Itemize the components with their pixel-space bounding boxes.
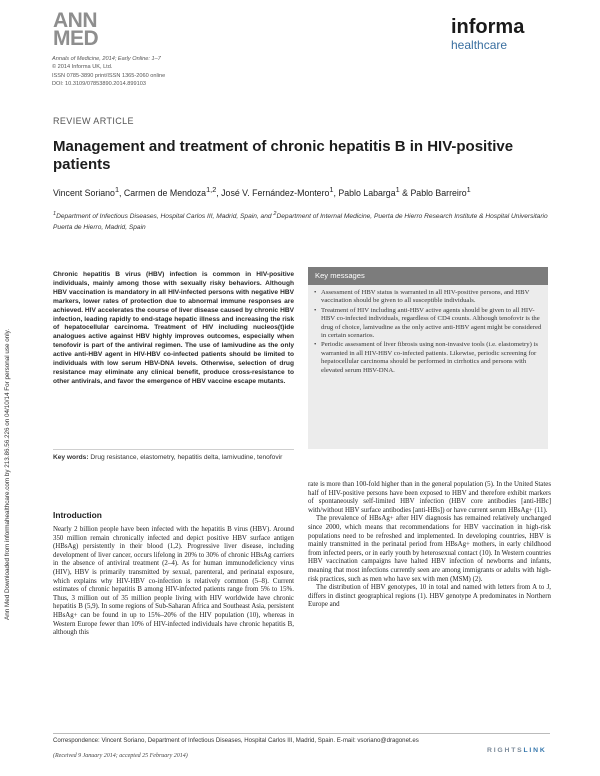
rightslink-part2: LINK (523, 747, 547, 754)
author: Pablo Barreiro$^1$ (410, 185, 471, 198)
intro-paragraph-1: Nearly 2 billion people have been infected with the hepatitis B virus (HBV). Around 350 million remain chronically infected and depict positive HBV surface antigen (HBsAg) persistently in their blood (1,2). Progressive liver disease, including development of liver cancer, occurs lifelong in 20% to 30% of chronic HBsAg carriers in the absence of antiviral treatment (2–4). As for human immunodeficiency virus (HIV), HBV is primarily transmitted by sexual, parenteral, and perinatal exposure, which explains why HIV-HBV co-infection is relatively common (5–8). Current estimates of chronic hepatitis B among HIV-infected patients range from 5% to 15%. Thus, 3 million out of 35 million people living with HIV worldwide have chronic hepatitis B (5,9). In some regions of Sub-Saharan Africa and Southeast Asia, persistent HBsAg+ can be found in up to 15%–20% of the HIV population (10), whereas in Western Europe fewer than 10% of HIV-infected individuals have chronic hepatitis B, although this (53, 526, 294, 637)
body-column-right (308, 481, 551, 610)
correspondence: Correspondence: Vincent Soriano, Department of Infectious Diseases, Hospital Carlos III, Madrid, Spain. E-mail: vsoriano@dragonet.es (53, 737, 419, 744)
download-note-text: Ann Med Downloaded from informahealthcare.com by 213.86.56.226 on 04/10/14 For personal use only. (4, 328, 11, 620)
keywords-label: Key words: (53, 454, 89, 461)
article-title: Management and treatment of chronic hepatitis B in HIV-positive patients (53, 138, 514, 173)
key-messages-list (314, 289, 542, 376)
publisher-name: informa (451, 16, 525, 38)
journal-issn: ISSN 0785-3890 print/ISSN 1365-2060 online (52, 72, 166, 79)
download-note (0, 250, 24, 620)
publisher-logo (451, 17, 561, 52)
keywords (53, 453, 294, 462)
journal-doi: DOI: 10.3109/07853890.2014.899103 (52, 80, 146, 87)
journal-citation: Annals of Medicine, 2014; Early Online: 1–7 (52, 56, 161, 62)
journal-copyright: © 2014 Informa UK, Ltd. (52, 64, 113, 71)
publisher-sub: healthcare (451, 38, 508, 52)
journal-logo-line1: ANN (53, 9, 97, 32)
section-heading-introduction: Introduction (53, 510, 102, 520)
affiliations: $^1$Department of Infectious Diseases, Hospital Carlos III, Madrid, Spain, and $^2$Department of Internal Medicine, Puerta de Hierro Research Institute & Hospital Universitario Puerta de Hierro, Madrid, Spain (53, 211, 548, 232)
body-column-left (53, 510, 294, 638)
key-message-item: • Assessment of HBV status is warranted in all HIV-positive persons, and HBV vaccination should be given to all susceptible individuals. (314, 289, 542, 306)
intro-paragraph-4: The distribution of HBV genotypes, 10 in total and named with letters from A to J, differs in distinct geographical regions (1). HBV genotype A predominates in Northern Europe and (308, 584, 551, 609)
journal-logo-line2: MED (53, 27, 99, 51)
keywords-divider (53, 449, 294, 450)
key-messages-box (308, 267, 548, 449)
author: José V. Fernández-Montero$^1$, (221, 185, 339, 198)
key-messages-heading: Key messages (308, 267, 548, 285)
author: Vincent Soriano$^1$, (53, 185, 124, 198)
journal-logo (53, 9, 99, 51)
keywords-text: Drug resistance, elastometry, hepatitis delta, lamivudine, tenofovir (88, 454, 283, 461)
rightslink-part1: RIGHTS (487, 747, 524, 754)
key-message-item: • Treatment of HIV including anti-HBV active agents should be given to all HIV-HBV co-infected individuals, regardless of CD4 counts. Although tenofovir is the drug of choice, lamivudine as the only active anti-HBV agent might be considered in certain scenarios. (314, 307, 542, 341)
author-list (53, 185, 573, 198)
author: Carmen de Mendoza$^{1,2}$, (123, 185, 222, 198)
intro-paragraph-3: The prevalence of HBsAg+ after HIV diagnosis has remained relatively unchanged since 2000, which means that recommendations for HBV vaccination in high-risk populations need to be refreshed and implemented. In developing countries, HBV is mainly transmitted in the perinatal period from HBsAg+ mothers, in early childhood from infected peers, or in early youth by heterosexual contact (10). In Western countries HBV vaccination campaigns have halted HBV infection of newborns and infants, meaning that most infections currently seen are among immigrants or adults with high-risk practices, such as men who have sex with men (MSM) (2). (308, 515, 551, 583)
footer-divider (53, 733, 550, 734)
journal-meta (52, 55, 165, 88)
rightslink-logo[interactable] (487, 747, 547, 754)
received-dates: (Received 9 January 2014; accepted 25 February 2014) (53, 753, 188, 759)
abstract: Chronic hepatitis B virus (HBV) infection is common in HIV-positive individuals, mainly among those with sexually risky behaviors. Although HBV vaccination is mandatory in all HIV-infected persons with negative HBV markers, lower rates of protection due to abnormal immune responses are achieved. HIV accelerates the course of liver disease caused by chronic HBV infection, leading rapidly to end-stage hepatic illness and increasing the risk of hepatocellular carcinoma. Treatment of HIV including nucleos(t)ide analogues active against HBV highly improves outcomes, especially when tenofovir is part of the antiviral regimen. The use of lamivudine as the only active anti-HBV agent in HIV-HBV co-infected patients should be limited to individuals with low serum HBV-DNA levels. Otherwise, selection of drug resistance may eliminate any clinical benefit, produce cross-resistance to other antivirals, and favor the emergence of HBV vaccine escape mutants. (53, 271, 294, 385)
key-message-item: • Periodic assessment of liver fibrosis using non-invasive tools (i.e. elastometry) is warranted in all HIV-HBV co-infected patients. Likewise, periodic screening for hepatocellular carcinoma should be performed in cirrhotics and persons with elevated serum HBV-DNA. (314, 341, 542, 375)
author: Pablo Labarga$^1$ & (338, 185, 411, 198)
article-type: REVIEW ARTICLE (53, 116, 134, 126)
intro-paragraph-2: rate is more than 100-fold higher than in the general population (5). In the United States half of HIV-positive persons have been exposed to HBV and therefore exhibit markers of spontaneously self-limited HBV infection (HBV core antibodies [anti-HBc] with/without HBV surface antibodies [anti-HBs]) or have current serum HBsAg+ (11). (308, 481, 551, 514)
